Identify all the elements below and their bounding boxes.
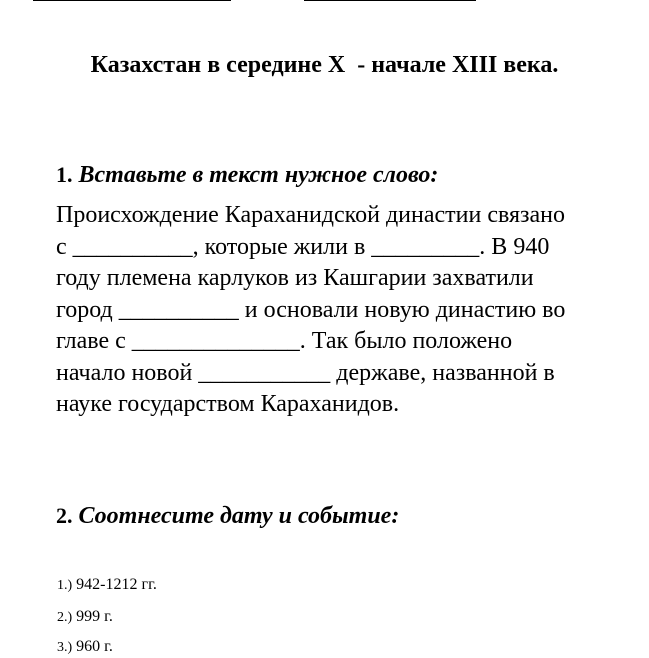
question-2-heading: [56, 501, 399, 531]
list-item-text: 942-1212 гг.: [76, 576, 157, 593]
list-item: [57, 607, 113, 628]
list-item-index: 3.): [57, 640, 73, 655]
list-item: [57, 637, 113, 658]
list-item-text: 999 г.: [76, 608, 113, 625]
answer-line-left: [33, 0, 231, 1]
question-2-instruction: Соотнесите дату и событие:: [78, 503, 400, 529]
question-1-number: 1.: [56, 162, 73, 187]
answer-line-right: [304, 0, 476, 1]
question-1-heading: [56, 160, 438, 190]
list-item-index: 2.): [57, 610, 73, 625]
page-title: Казахстан в середине X - начале XIII века.: [90, 52, 559, 78]
question-1-paragraph: [56, 200, 636, 421]
paragraph-line: году племена карлуков из Кашгарии захватили: [56, 265, 534, 291]
paragraph-line: Происхождение Караханидской династии связано: [56, 202, 566, 228]
paragraph-line: с __________, которые жили в _________. В 940: [56, 233, 550, 260]
list-item: [57, 575, 157, 596]
list-item-text: 960 г.: [76, 638, 113, 655]
paragraph-line: начало новой ___________ державе, названной в: [56, 359, 555, 386]
paragraph-line: город __________ и основали новую династию во: [56, 296, 566, 323]
question-1-instruction: Вставьте в текст нужное слово:: [78, 162, 439, 188]
paragraph-line: науке государством Караханидов.: [56, 391, 400, 417]
paragraph-line: главе с ______________. Так было положено: [56, 328, 513, 354]
question-2-number: 2.: [56, 503, 73, 528]
list-item-index: 1.): [57, 578, 73, 593]
